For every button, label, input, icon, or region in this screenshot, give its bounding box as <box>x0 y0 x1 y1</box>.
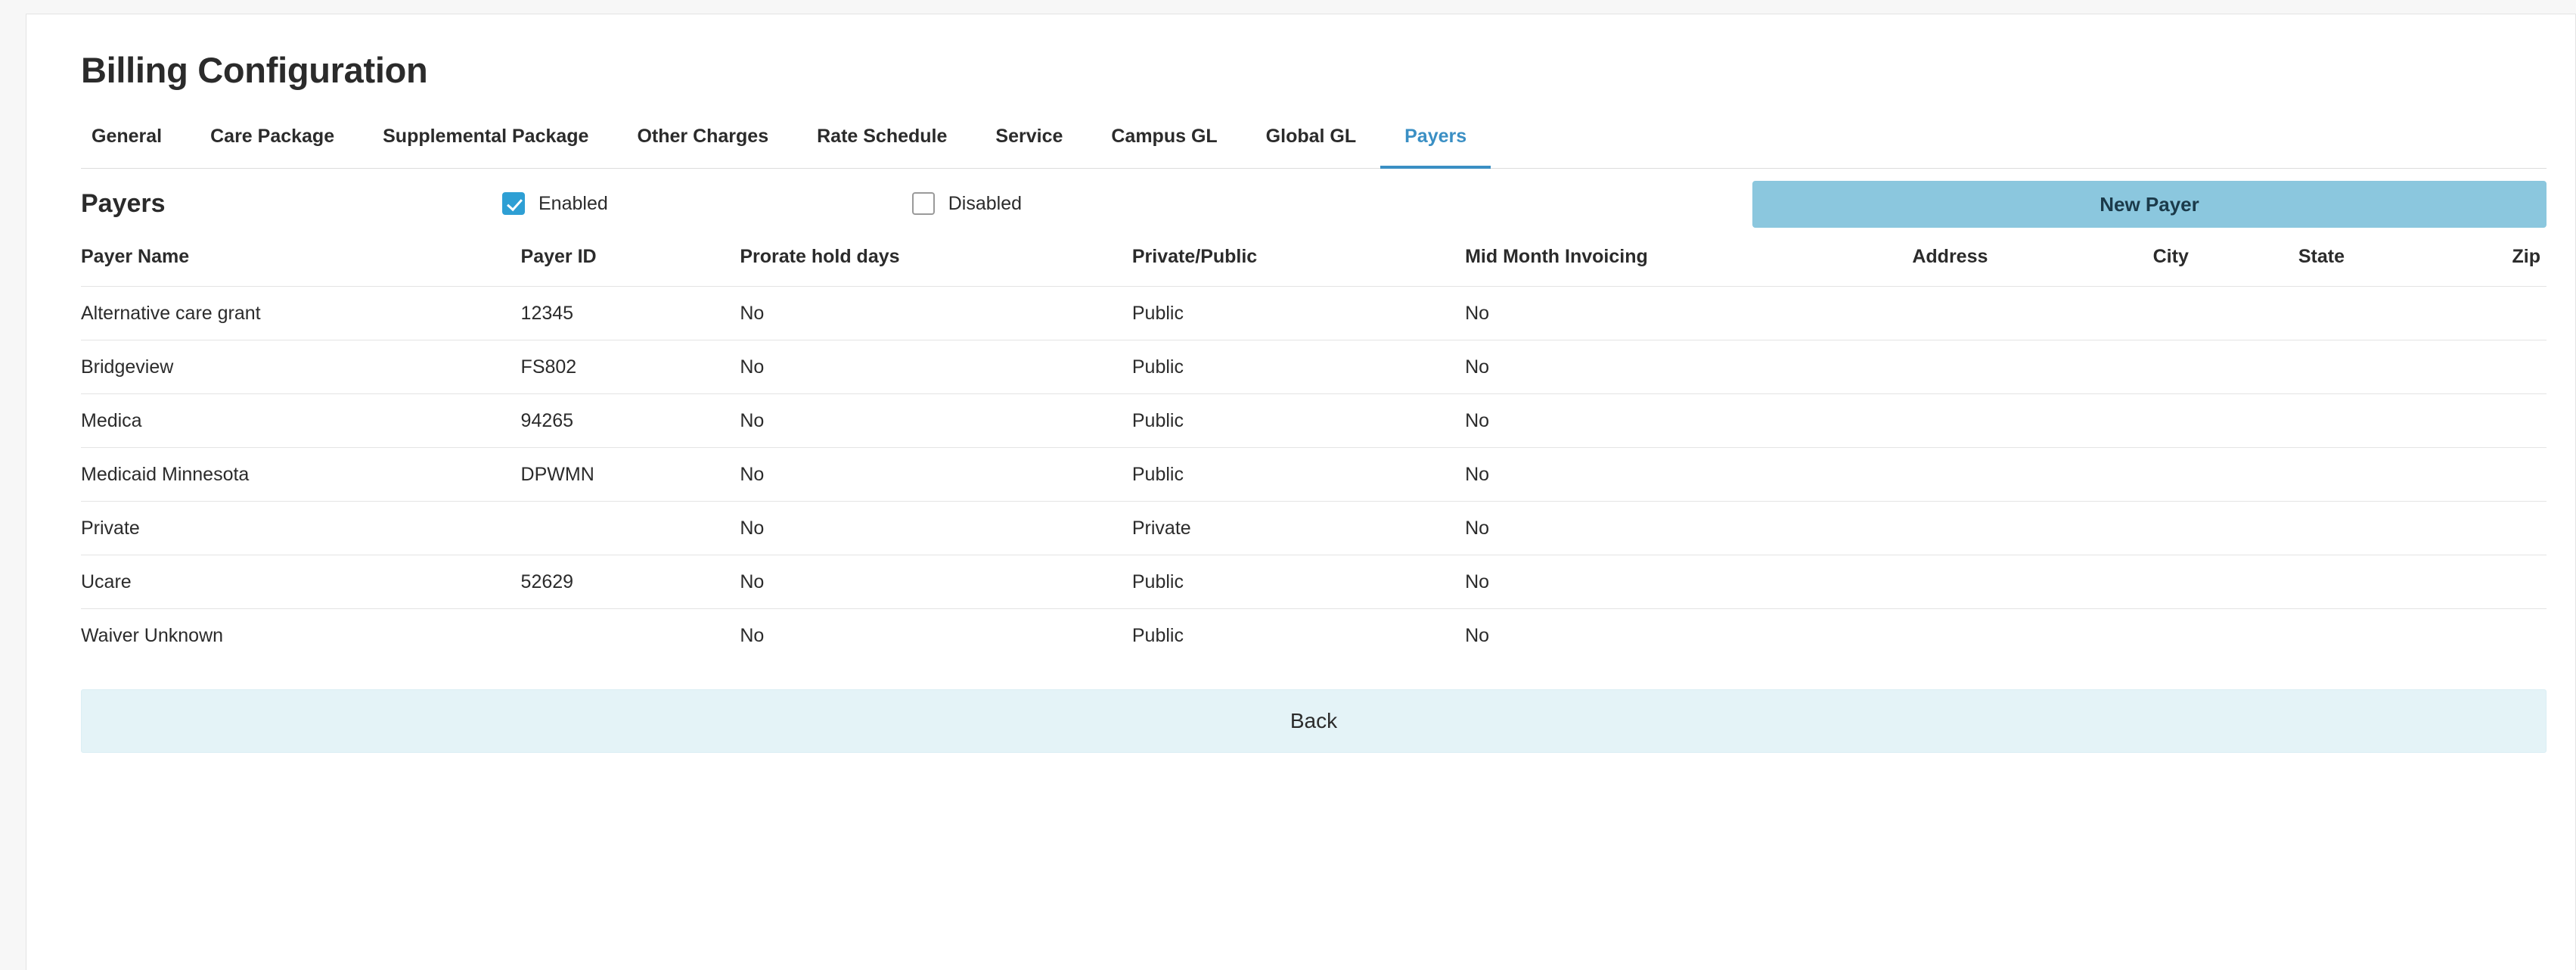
enabled-label: Enabled <box>538 192 608 214</box>
column-header-city: City <box>2152 246 2189 267</box>
cell-mid-month-invoicing: No <box>1465 502 1912 555</box>
cell-payer-name: Alternative care grant <box>81 287 521 340</box>
column-header-private-public: Private/Public <box>1131 246 1258 267</box>
table-row[interactable] <box>81 448 2547 502</box>
cell-payer-id: DPWMN <box>521 448 740 502</box>
tab-supplemental-package[interactable]: Supplemental Package <box>383 126 589 147</box>
tab-global-gl[interactable]: Global GL <box>1265 126 1357 147</box>
cell-zip <box>2451 448 2547 502</box>
cell-mid-month-invoicing: No <box>1465 394 1912 448</box>
cell-prorate-hold-days: No <box>740 502 1132 555</box>
cell-zip <box>2451 502 2547 555</box>
table-header-row <box>81 238 2547 287</box>
cell-mid-month-invoicing: No <box>1465 340 1912 394</box>
cell-city <box>2153 448 2298 502</box>
disabled-checkbox[interactable] <box>912 192 935 215</box>
cell-prorate-hold-days: No <box>740 394 1132 448</box>
cell-zip <box>2451 394 2547 448</box>
cell-payer-id: 94265 <box>521 394 740 448</box>
filter-enabled[interactable] <box>502 192 608 215</box>
column-header-state: State <box>2298 246 2345 267</box>
column-header-zip: Zip <box>2512 246 2540 267</box>
cell-private-public: Public <box>1132 555 1465 609</box>
cell-state <box>2298 394 2451 448</box>
payers-table-body <box>81 287 2547 663</box>
table-row[interactable] <box>81 340 2547 394</box>
cell-address <box>1912 287 2152 340</box>
new-payer-button[interactable]: New Payer <box>1752 181 2547 228</box>
cell-zip <box>2451 340 2547 394</box>
cell-mid-month-invoicing: No <box>1465 609 1912 663</box>
filter-disabled[interactable] <box>912 192 1022 215</box>
column-header-prorate-hold-days: Prorate hold days <box>740 246 900 267</box>
cell-city <box>2153 609 2298 663</box>
tab-other-charges[interactable]: Other Charges <box>637 126 769 147</box>
table-row[interactable] <box>81 609 2547 663</box>
cell-zip <box>2451 555 2547 609</box>
column-header-payer-id: Payer ID <box>520 246 597 267</box>
payers-table-head <box>81 238 2547 287</box>
enabled-checkbox[interactable] <box>502 192 525 215</box>
cell-state <box>2298 340 2451 394</box>
tab-general[interactable]: General <box>92 126 163 147</box>
cell-prorate-hold-days: No <box>740 609 1132 663</box>
payers-subheader <box>81 169 2547 238</box>
table-row[interactable] <box>81 555 2547 609</box>
column-header-mid-month-invoicing: Mid Month Invoicing <box>1465 246 1648 267</box>
cell-payer-id: 52629 <box>521 555 740 609</box>
cell-address <box>1912 394 2152 448</box>
disabled-label: Disabled <box>948 192 1023 214</box>
cell-payer-name: Waiver Unknown <box>81 609 521 663</box>
cell-payer-name: Bridgeview <box>81 340 521 394</box>
tab-bar <box>81 118 2547 169</box>
payers-table <box>81 238 2547 662</box>
cell-zip <box>2451 609 2547 663</box>
tab-campus-gl[interactable]: Campus GL <box>1111 126 1218 147</box>
cell-private-public: Private <box>1132 502 1465 555</box>
table-row[interactable] <box>81 287 2547 340</box>
table-row[interactable] <box>81 502 2547 555</box>
cell-payer-id: 12345 <box>521 287 740 340</box>
cell-payer-name: Medica <box>81 394 521 448</box>
cell-address <box>1912 609 2152 663</box>
cell-private-public: Public <box>1132 340 1465 394</box>
cell-city <box>2153 394 2298 448</box>
cell-address <box>1912 448 2152 502</box>
cell-payer-id: FS802 <box>521 340 740 394</box>
cell-payer-name: Ucare <box>81 555 521 609</box>
cell-address <box>1912 555 2152 609</box>
cell-prorate-hold-days: No <box>740 448 1132 502</box>
cell-mid-month-invoicing: No <box>1465 448 1912 502</box>
column-header-address: Address <box>1912 246 1988 267</box>
cell-city <box>2153 287 2298 340</box>
billing-configuration-card <box>26 14 2576 970</box>
cell-city <box>2153 502 2298 555</box>
tab-care-package[interactable]: Care Package <box>210 126 335 147</box>
cell-address <box>1912 340 2152 394</box>
cell-address <box>1912 502 2152 555</box>
cell-state <box>2298 555 2451 609</box>
cell-payer-id <box>521 502 740 555</box>
cell-private-public: Public <box>1132 394 1465 448</box>
cell-state <box>2298 287 2451 340</box>
tab-service[interactable]: Service <box>995 126 1063 147</box>
cell-payer-id <box>521 609 740 663</box>
cell-prorate-hold-days: No <box>740 287 1132 340</box>
cell-zip <box>2451 287 2547 340</box>
cell-payer-name: Private <box>81 502 521 555</box>
cell-mid-month-invoicing: No <box>1465 287 1912 340</box>
table-row[interactable] <box>81 394 2547 448</box>
cell-private-public: Public <box>1132 287 1465 340</box>
cell-city <box>2153 555 2298 609</box>
cell-prorate-hold-days: No <box>740 555 1132 609</box>
cell-state <box>2298 448 2451 502</box>
cell-city <box>2153 340 2298 394</box>
tab-payers[interactable]: Payers <box>1380 118 1491 169</box>
cell-state <box>2298 609 2451 663</box>
tab-rate-schedule[interactable]: Rate Schedule <box>817 126 948 147</box>
back-button-label: Back <box>1290 709 1338 732</box>
cell-prorate-hold-days: No <box>740 340 1132 394</box>
cell-payer-name: Medicaid Minnesota <box>81 448 521 502</box>
cell-private-public: Public <box>1132 609 1465 663</box>
page-title: Billing Configuration <box>81 50 428 90</box>
back-button[interactable] <box>81 689 2547 753</box>
cell-state <box>2298 502 2451 555</box>
section-title: Payers <box>81 188 166 218</box>
cell-private-public: Public <box>1132 448 1465 502</box>
column-header-payer-name: Payer Name <box>81 246 190 267</box>
cell-mid-month-invoicing: No <box>1465 555 1912 609</box>
